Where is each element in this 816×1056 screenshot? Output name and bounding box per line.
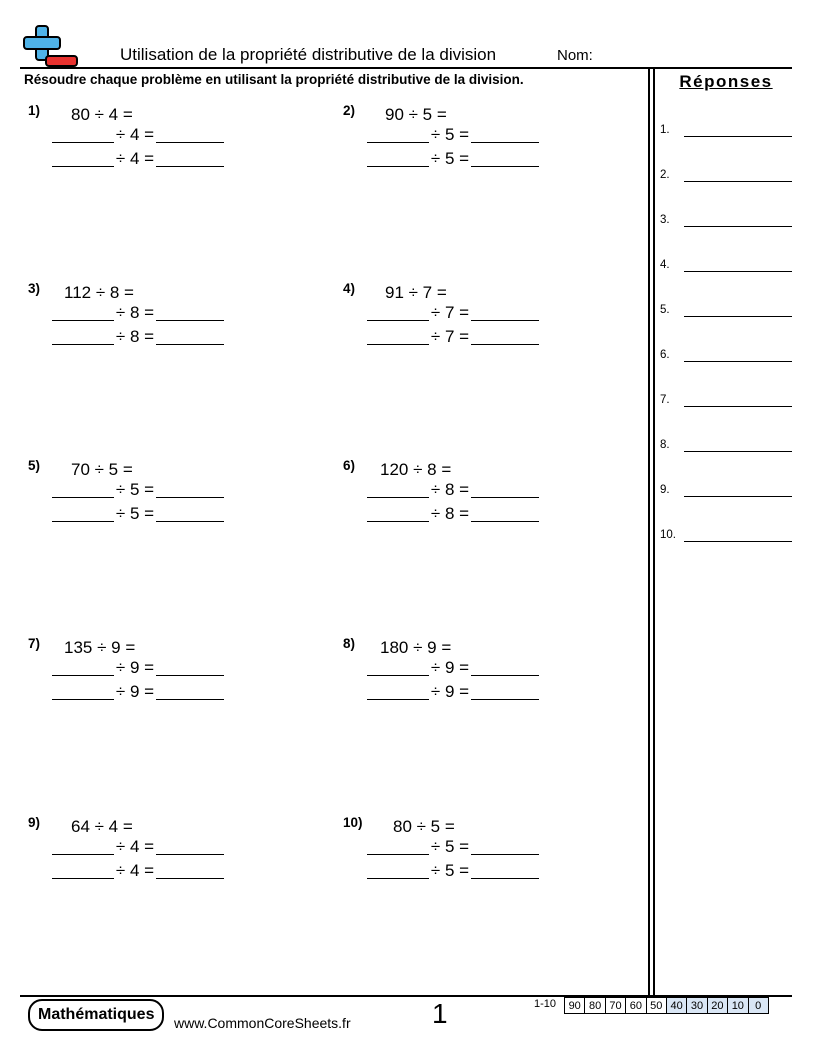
answer-blank[interactable] (156, 142, 224, 143)
distributive-step (52, 863, 224, 883)
step-divisor: ÷ 8 = (430, 504, 470, 523)
answer-blank[interactable] (367, 166, 429, 167)
answer-blank[interactable] (52, 854, 114, 855)
step-divisor: ÷ 4 = (115, 837, 155, 856)
score-cell: 50 (646, 997, 667, 1014)
name-label: Nom: (557, 47, 593, 64)
distributive-step (367, 482, 539, 502)
answer-blank[interactable] (52, 497, 114, 498)
answer-blank[interactable] (367, 344, 429, 345)
answer-blank[interactable] (471, 497, 539, 498)
problem (343, 103, 593, 193)
answer-row (660, 214, 792, 234)
problem-number: 5) (28, 458, 41, 473)
answer-line[interactable] (684, 496, 792, 497)
step-divisor: ÷ 5 = (115, 504, 155, 523)
answer-row (660, 169, 792, 189)
answer-row (660, 484, 792, 504)
instructions: Résoudre chaque problème en utilisant la propriété distributive de la division. (24, 72, 524, 87)
problem-number: 4) (343, 281, 356, 296)
answer-line[interactable] (684, 271, 792, 272)
answer-row (660, 304, 792, 324)
distributive-step (367, 305, 539, 325)
step-divisor: ÷ 5 = (430, 149, 470, 168)
plus-minus-logo-icon (22, 24, 78, 68)
distributive-step (52, 305, 224, 325)
problem (343, 815, 593, 905)
step-divisor: ÷ 5 = (115, 480, 155, 499)
answer-blank[interactable] (156, 344, 224, 345)
score-cell: 30 (686, 997, 707, 1014)
step-divisor: ÷ 5 = (430, 861, 470, 880)
answer-number: 3. (660, 214, 670, 226)
problem-expression: 135 ÷ 9 = (64, 638, 136, 657)
problem-number: 10) (343, 815, 363, 830)
distributive-step (367, 839, 539, 859)
answer-blank[interactable] (52, 344, 114, 345)
problem-number: 6) (343, 458, 356, 473)
problem-expression: 90 ÷ 5 = (385, 105, 447, 124)
answer-number: 4. (660, 259, 670, 271)
answer-number: 6. (660, 349, 670, 361)
step-divisor: ÷ 9 = (430, 682, 470, 701)
distributive-step (52, 482, 224, 502)
answer-blank[interactable] (52, 878, 114, 879)
problem-number: 1) (28, 103, 41, 118)
answer-blank[interactable] (52, 142, 114, 143)
distributive-step (52, 127, 224, 147)
answer-blank[interactable] (471, 142, 539, 143)
distributive-step (52, 660, 224, 680)
answer-line[interactable] (684, 451, 792, 452)
answer-number: 9. (660, 484, 670, 496)
answer-row (660, 394, 792, 414)
score-cell: 40 (666, 997, 687, 1014)
step-divisor: ÷ 9 = (115, 682, 155, 701)
answer-row (660, 349, 792, 369)
problem (28, 281, 278, 371)
answer-line[interactable] (684, 541, 792, 542)
problem-expression: 120 ÷ 8 = (380, 460, 452, 479)
answer-blank[interactable] (156, 854, 224, 855)
answer-line[interactable] (684, 136, 792, 137)
subject-badge: Mathématiques (28, 999, 164, 1031)
distributive-step (367, 863, 539, 883)
problem-number: 7) (28, 636, 41, 651)
problem-number: 9) (28, 815, 41, 830)
page-number: 1 (432, 998, 448, 1029)
answer-row (660, 529, 792, 549)
problem-expression: 112 ÷ 8 = (64, 283, 134, 302)
problem (28, 636, 278, 726)
answer-blank[interactable] (471, 521, 539, 522)
step-divisor: ÷ 7 = (430, 327, 470, 346)
answer-blank[interactable] (52, 166, 114, 167)
score-cell: 20 (707, 997, 728, 1014)
distributive-step (52, 506, 224, 526)
distributive-step (367, 151, 539, 171)
answer-blank[interactable] (156, 699, 224, 700)
answer-blank[interactable] (367, 675, 429, 676)
answer-number: 7. (660, 394, 670, 406)
answer-blank[interactable] (367, 878, 429, 879)
distributive-step (52, 684, 224, 704)
answer-blank[interactable] (367, 521, 429, 522)
answer-blank[interactable] (367, 320, 429, 321)
answer-blank[interactable] (156, 497, 224, 498)
answer-blank[interactable] (471, 675, 539, 676)
score-cell: 10 (727, 997, 748, 1014)
score-cell: 90 (564, 997, 585, 1014)
problem-expression: 80 ÷ 5 = (393, 817, 455, 836)
answer-blank[interactable] (156, 320, 224, 321)
answer-blank[interactable] (471, 878, 539, 879)
answer-blank[interactable] (471, 344, 539, 345)
answer-blank[interactable] (471, 854, 539, 855)
answer-line[interactable] (684, 406, 792, 407)
answer-number: 8. (660, 439, 670, 451)
problem (28, 458, 278, 548)
answer-blank[interactable] (52, 675, 114, 676)
worksheet-title: Utilisation de la propriété distributive de la division (120, 45, 497, 64)
step-divisor: ÷ 8 = (115, 327, 155, 346)
answer-blank[interactable] (367, 699, 429, 700)
answer-blank[interactable] (367, 497, 429, 498)
step-divisor: ÷ 4 = (115, 125, 155, 144)
distributive-step (367, 684, 539, 704)
answer-number: 5. (660, 304, 670, 316)
answer-blank[interactable] (471, 320, 539, 321)
answer-blank[interactable] (52, 521, 114, 522)
problem-expression: 91 ÷ 7 = (385, 283, 447, 302)
problem-expression: 64 ÷ 4 = (71, 817, 133, 836)
problem (343, 281, 593, 371)
answer-blank[interactable] (471, 699, 539, 700)
problem (28, 103, 278, 193)
answer-blank[interactable] (156, 878, 224, 879)
site-url[interactable]: www.CommonCoreSheets.fr (174, 1015, 351, 1031)
score-table (565, 997, 769, 1014)
step-divisor: ÷ 9 = (115, 658, 155, 677)
score-cell: 0 (748, 997, 769, 1014)
step-divisor: ÷ 4 = (115, 861, 155, 880)
distributive-step (367, 506, 539, 526)
score-cell: 70 (605, 997, 626, 1014)
problem-expression: 80 ÷ 4 = (71, 105, 133, 124)
answer-row (660, 259, 792, 279)
distributive-step (52, 329, 224, 349)
answer-number: 1. (660, 124, 670, 136)
distributive-step (367, 329, 539, 349)
header-divider (20, 67, 792, 69)
score-cell: 80 (584, 997, 605, 1014)
distributive-step (52, 151, 224, 171)
answer-line[interactable] (684, 361, 792, 362)
step-divisor: ÷ 7 = (430, 303, 470, 322)
problem-number: 8) (343, 636, 356, 651)
problem-number: 2) (343, 103, 356, 118)
problem (28, 815, 278, 905)
problem (343, 458, 593, 548)
score-range-label: 1-10 (534, 998, 557, 1010)
answer-blank[interactable] (156, 521, 224, 522)
answer-blank[interactable] (471, 166, 539, 167)
problem-expression: 70 ÷ 5 = (71, 460, 133, 479)
distributive-step (367, 127, 539, 147)
step-divisor: ÷ 5 = (430, 837, 470, 856)
distributive-step (367, 660, 539, 680)
step-divisor: ÷ 4 = (115, 149, 155, 168)
answer-line[interactable] (684, 316, 792, 317)
score-cell: 60 (625, 997, 646, 1014)
answers-title: Réponses (679, 72, 773, 91)
step-divisor: ÷ 9 = (430, 658, 470, 677)
answer-line[interactable] (684, 226, 792, 227)
problem-number: 3) (28, 281, 41, 296)
answer-column-divider-inner (653, 67, 655, 995)
answer-number: 10. (660, 529, 676, 541)
problem (343, 636, 593, 726)
step-divisor: ÷ 5 = (430, 125, 470, 144)
answer-blank[interactable] (52, 320, 114, 321)
answer-blank[interactable] (156, 166, 224, 167)
answer-blank[interactable] (156, 675, 224, 676)
step-divisor: ÷ 8 = (430, 480, 470, 499)
problem-expression: 180 ÷ 9 = (380, 638, 452, 657)
answer-blank[interactable] (367, 854, 429, 855)
answer-blank[interactable] (52, 699, 114, 700)
answer-row (660, 439, 792, 459)
answer-line[interactable] (684, 181, 792, 182)
answer-number: 2. (660, 169, 670, 181)
distributive-step (52, 839, 224, 859)
answer-column-divider (648, 67, 650, 995)
answer-row (660, 124, 792, 144)
answer-blank[interactable] (367, 142, 429, 143)
step-divisor: ÷ 8 = (115, 303, 155, 322)
